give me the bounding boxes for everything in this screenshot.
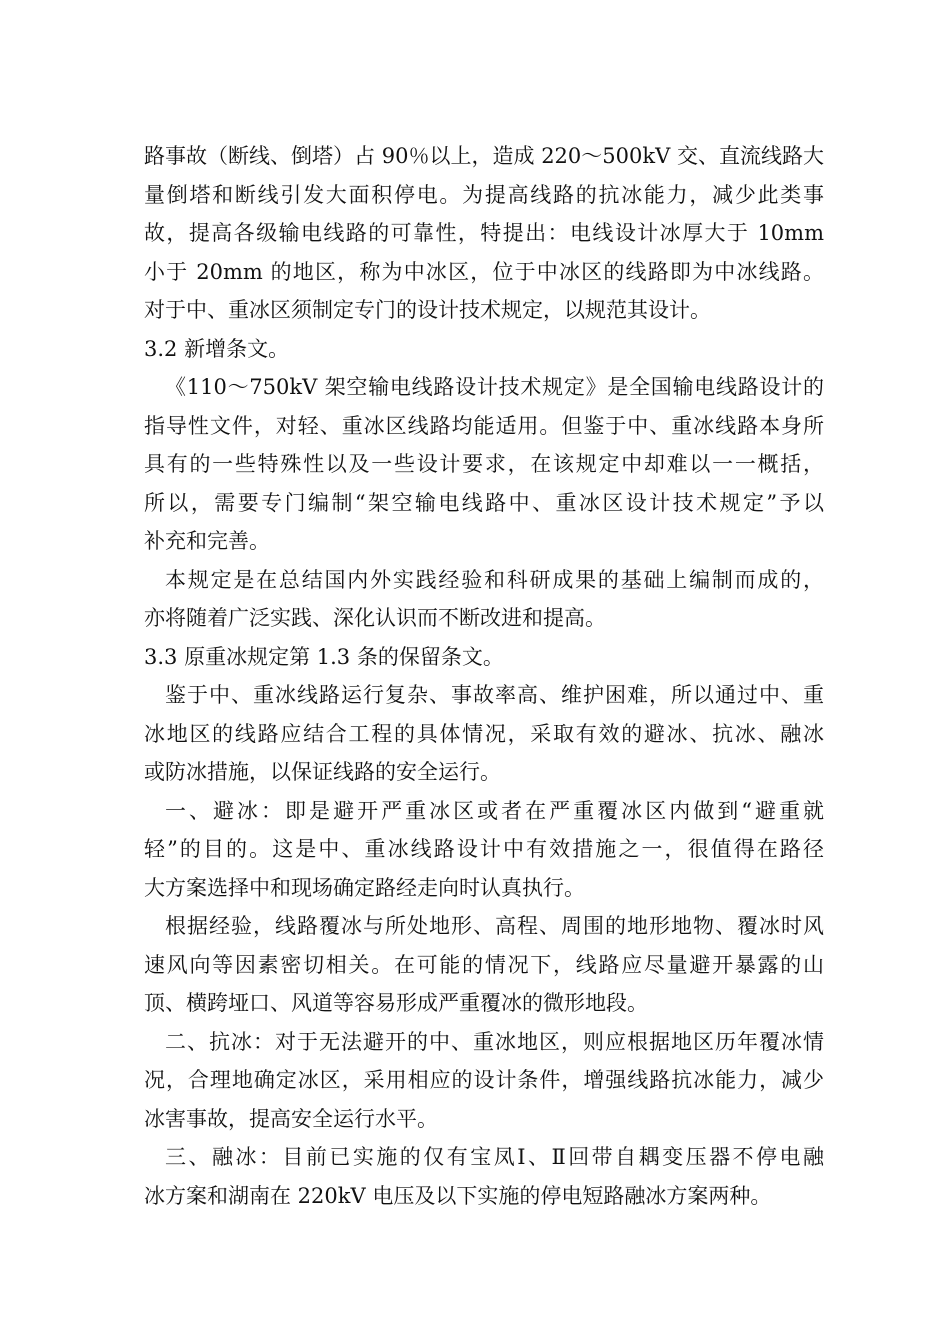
text-line: 顶、横跨垭口、风道等容易形成严重覆冰的微形地段。	[144, 991, 648, 1015]
text-line: 一、避冰：即是避开严重冰区或者在严重覆冰区内做到“避重就	[165, 798, 824, 823]
text-line: 二、抗冰：对于无法避开的中、重冰地区，则应根据地区历年覆冰情	[165, 1029, 824, 1054]
text-line: 本规定是在总结国内外实践经验和科研成果的基础上编制而成的，	[165, 567, 824, 592]
text-line: 冰方案和湖南在 220kV 电压及以下实施的停电短路融冰方案两种。	[144, 1183, 772, 1208]
text-line: 故，提高各级输电线路的可靠性，特提出：电线设计冰厚大于 10mm	[144, 221, 824, 245]
text-line: 具有的一些特殊性以及一些设计要求，在该规定中却难以一一概括，	[144, 452, 824, 476]
text-line: 冰害事故，提高安全运行水平。	[144, 1106, 438, 1131]
text-line: 小于 20mm 的地区，称为中冰区，位于中冰区的线路即为中冰线路。	[144, 259, 824, 284]
text-line: 冰地区的线路应结合工程的具体情况，采取有效的避冰、抗冰、融冰	[144, 721, 824, 746]
text-line: 指导性文件，对轻、重冰区线路均能适用。但鉴于中、重冰线路本身所	[144, 413, 824, 438]
text-line: 鉴于中、重冰线路运行复杂、事故率高、维护困难，所以通过中、重	[165, 683, 824, 707]
text-line: 《110～750kV 架空输电线路设计技术规定》是全国输电线路设计的	[165, 375, 824, 399]
text-line: 大方案选择中和现场确定路经走向时认真执行。	[144, 875, 585, 900]
text-line: 三、融冰：目前已实施的仅有宝凤Ⅰ、Ⅱ回带自耦变压器不停电融	[165, 1145, 824, 1169]
text-line: 所以，需要专门编制“架空输电线路中、重冰区设计技术规定”予以	[144, 490, 824, 515]
text-line: 补充和完善。	[144, 529, 270, 553]
text-line: 速风向等因素密切相关。在可能的情况下，线路应尽量避开暴露的山	[144, 952, 824, 977]
text-line: 对于中、重冰区须制定专门的设计技术规定，以规范其设计。	[144, 298, 711, 322]
text-line: 或防冰措施，以保证线路的安全运行。	[144, 760, 501, 784]
text-line: 路事故（断线、倒塔）占 90％以上，造成 220～500kV 交、直流线路大	[144, 144, 824, 168]
text-line: 根据经验，线路覆冰与所处地形、高程、周围的地形地物、覆冰时风	[165, 914, 824, 938]
text-line: 量倒塔和断线引发大面积停电。为提高线路的抗冰能力，减少此类事	[144, 182, 824, 207]
section-heading: 3.2 新增条文。	[144, 336, 290, 361]
text-line: 轻”的目的。这是中、重冰线路设计中有效措施之一，很值得在路径	[144, 837, 824, 861]
text-line: 况，合理地确定冰区，采用相应的设计条件，增强线路抗冰能力，减少	[144, 1068, 824, 1092]
section-heading: 3.3 原重冰规定第 1.3 条的保留条文。	[144, 644, 504, 669]
document-body	[144, 137, 824, 1215]
text-line: 亦将随着广泛实践、深化认识而不断改进和提高。	[144, 606, 606, 630]
